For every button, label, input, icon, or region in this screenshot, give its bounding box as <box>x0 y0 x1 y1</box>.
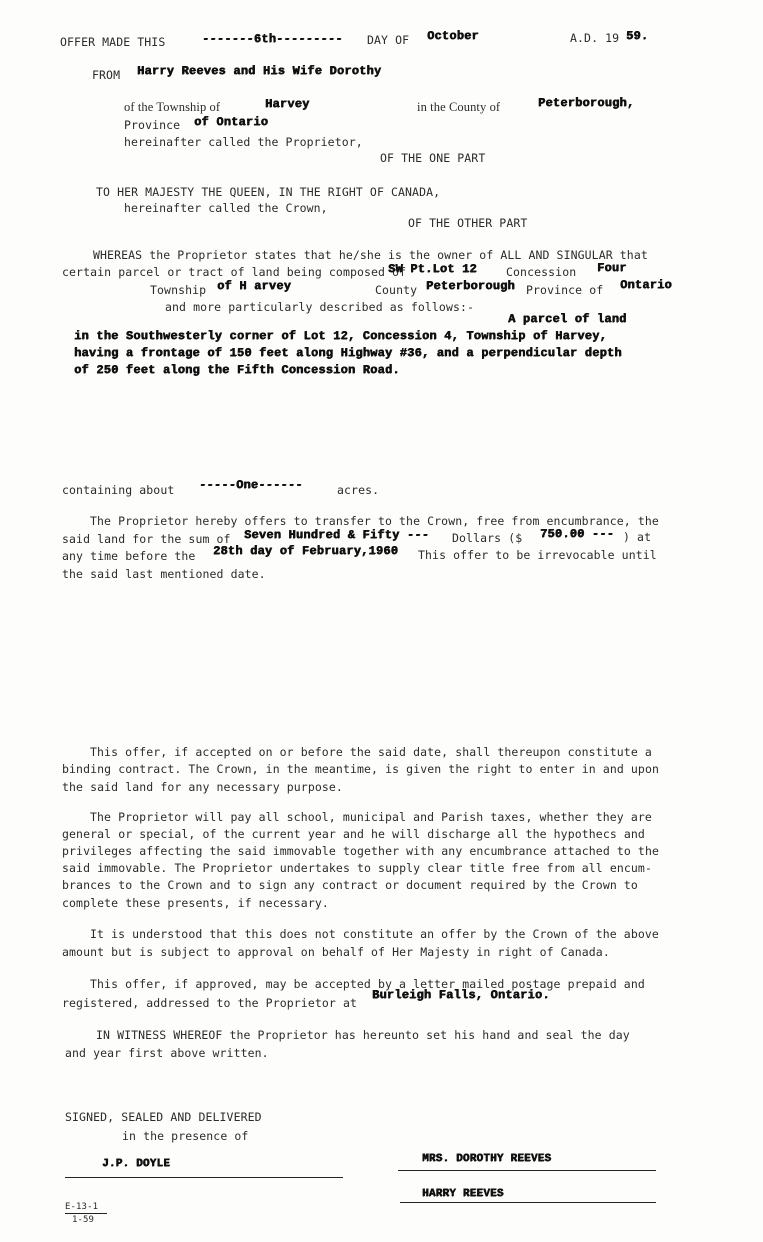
whereas-line1: WHEREAS the Proprietor states that he/she is the owner of ALL AND SINGULAR that <box>93 248 648 262</box>
whereas-county-label: County <box>375 283 418 297</box>
county-label: in the County of <box>417 100 501 114</box>
witness-line2: and year first above written. <box>65 1046 269 1060</box>
presence-label: in the presence of <box>122 1129 249 1143</box>
proprietor-address: Burleigh Falls, Ontario. <box>372 988 550 1002</box>
offer-line1: The Proprietor hereby offers to transfer to the Crown, free from encumbrance, the <box>90 514 659 528</box>
signer2-signature-line <box>400 1202 656 1203</box>
offer-line2b: Dollars ($ <box>452 531 523 545</box>
taxes-line3: privileges affecting the said immovable together with any encumbrance attached to the <box>62 844 660 858</box>
sum-figures: 750.00 --- <box>540 527 615 541</box>
township-value: Harvey <box>265 97 310 111</box>
sum-words: Seven Hundred & Fifty --- <box>244 528 430 542</box>
province-value: of Ontario <box>194 115 269 129</box>
proprietor-name: Harry Reeves and His Wife Dorothy <box>137 64 382 78</box>
township-label: of the Township of <box>124 100 221 114</box>
county-value: Peterborough, <box>538 96 635 110</box>
taxes-line6: complete these presents, if necessary. <box>62 896 329 910</box>
witness-signature: J.P. DOYLE <box>102 1158 171 1170</box>
description-line0: A parcel of land <box>508 312 627 326</box>
crown-hereinafter: hereinafter called the Crown, <box>124 201 328 215</box>
one-part-label: OF THE ONE PART <box>380 151 486 165</box>
binding-line3: the said land for any necessary purpose. <box>62 780 343 794</box>
binding-line1: This offer, if accepted on or before the said date, shall thereupon constitute a <box>90 745 652 759</box>
whereas-province-value: Ontario <box>620 278 672 292</box>
whereas-line2: certain parcel or tract of land being composed of <box>62 265 407 279</box>
whereas-province-label: Province of <box>526 283 604 297</box>
taxes-line4: said immovable. The Proprietor undertakes to supply clear title free from all encum- <box>62 861 652 875</box>
offer-line3b: This offer to be irrevocable until <box>418 548 657 562</box>
witness-line1: IN WITNESS WHEREOF the Proprietor has hereunto set his hand and seal the day <box>96 1028 630 1042</box>
form-date: 1-59 <box>72 1215 95 1225</box>
proprietor-hereinafter: hereinafter called the Proprietor, <box>124 135 363 149</box>
offer-line3a: any time before the <box>62 549 196 563</box>
taxes-line1: The Proprietor will pay all school, municipal and Parish taxes, whether they are <box>90 810 652 824</box>
month-value: October <box>427 29 479 43</box>
offer-line2a: said land for the sum of <box>62 532 231 546</box>
to-crown-line: TO HER MAJESTY THE QUEEN, IN THE RIGHT OF CANADA, <box>96 185 441 199</box>
form-number-rule <box>65 1213 107 1214</box>
offer-made-label: OFFER MADE THIS <box>60 35 166 49</box>
offer-line4: the said last mentioned date. <box>62 567 266 581</box>
taxes-line2: general or special, of the current year and he will discharge all the hypothecs and <box>62 827 645 841</box>
witness-signature-line <box>65 1177 343 1178</box>
province-label: Province <box>124 118 181 132</box>
year-value: 59. <box>626 29 649 43</box>
taxes-line5: brances to the Crown and to sign any contract or document required by the Crown to <box>62 878 638 892</box>
description-line1: in the Southwesterly corner of Lot 12, Concession 4, Township of Harvey, <box>74 329 607 343</box>
understood-line2: amount but is subject to approval on behalf of Her Majesty in right of Canada. <box>62 945 610 959</box>
offer-line2c: ) at <box>623 530 652 544</box>
lot-value: SW Pt.Lot 12 <box>388 262 477 276</box>
day-of-label: DAY OF <box>367 33 410 47</box>
concession-label: Concession <box>506 265 577 279</box>
from-label: FROM <box>92 68 121 82</box>
ad-label: A.D. 19 <box>570 31 620 45</box>
acreage-value: -----One------ <box>199 478 303 492</box>
understood-line1: It is understood that this does not constitute an offer by the Crown of the above <box>90 927 659 941</box>
whereas-county-value: Peterborough <box>426 279 515 293</box>
containing-label: containing about <box>62 483 175 497</box>
approved-line1: This offer, if approved, may be accepted by a letter mailed postage prepaid and <box>90 977 645 991</box>
signer1-signature-line <box>398 1170 656 1171</box>
described-label: and more particularly described as follows:- <box>165 300 475 314</box>
approved-line2: registered, addressed to the Proprietor at <box>62 996 357 1010</box>
description-line2: having a frontage of 150 feet along Highway #36, and a perpendicular depth <box>74 346 622 360</box>
signer2-signature: HARRY REEVES <box>422 1188 504 1200</box>
other-part-label: OF THE OTHER PART <box>408 216 528 230</box>
day-value: -------6th--------- <box>202 32 343 46</box>
whereas-township-value: of H arvey <box>217 279 292 293</box>
acres-unit: acres. <box>337 483 380 497</box>
signed-sealed-label: SIGNED, SEALED AND DELIVERED <box>65 1110 262 1124</box>
form-number: E-13-1 <box>65 1202 99 1212</box>
binding-line2: binding contract. The Crown, in the meantime, is given the right to enter in and upon <box>62 762 660 776</box>
concession-value: Four <box>597 261 627 275</box>
description-line3: of 250 feet along the Fifth Concession Road. <box>74 363 400 377</box>
whereas-township-label: Township <box>150 283 207 297</box>
deadline-date: 28th day of February,1960 <box>213 544 399 558</box>
signer1-signature: MRS. DOROTHY REEVES <box>422 1153 552 1165</box>
